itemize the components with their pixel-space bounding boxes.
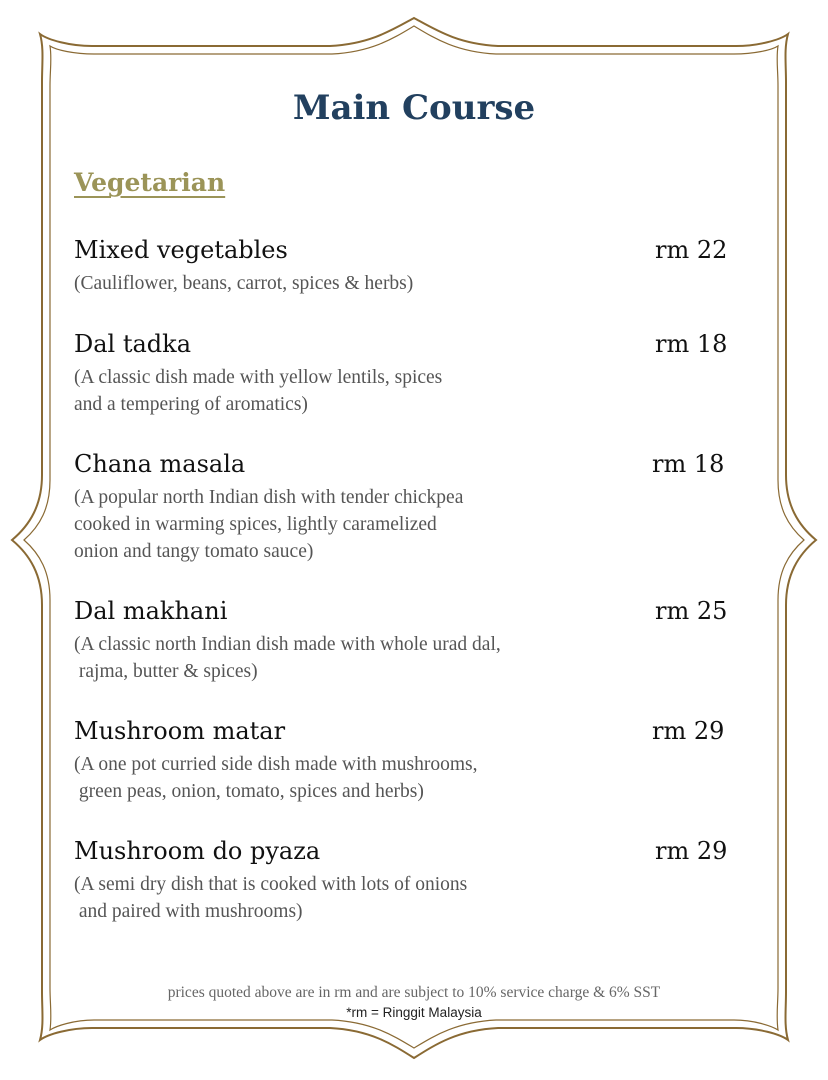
item-price: rm 22: [655, 236, 728, 264]
item-price: rm 29: [652, 717, 725, 745]
page-title: Main Course: [292, 88, 536, 128]
item-price: rm 18: [655, 330, 728, 358]
item-price: rm 25: [655, 597, 728, 625]
item-description: (Cauliflower, beans, carrot, spices & herbs): [74, 273, 414, 294]
item-price: rm 18: [652, 450, 725, 478]
pricing-note: prices quoted above are in rm and are subject to 10% service charge & 6% SST: [167, 984, 661, 1001]
item-description: (A popular north Indian dish with tender chickpea cooked in warming spices, lightly caramelized onion and tangy tomato sauce): [74, 487, 464, 562]
item-name: Mushroom matar: [74, 717, 286, 745]
item-name: Mushroom do pyaza: [74, 837, 321, 865]
item-description: (A one pot curried side dish made with mushrooms, green peas, onion, tomato, spices and herbs): [74, 754, 478, 802]
item-name: Chana masala: [74, 450, 246, 478]
currency-footnote: *rm = Ringgit Malaysia: [346, 1005, 482, 1020]
item-price: rm 29: [655, 837, 728, 865]
item-description: (A classic dish made with yellow lentils, spices and a tempering of aromatics): [74, 367, 443, 415]
item-description: (A classic north Indian dish made with whole urad dal, rajma, butter & spices): [74, 634, 501, 682]
section-heading-vegetarian: Vegetarian: [74, 168, 226, 197]
item-name: Mixed vegetables: [74, 236, 288, 264]
item-name: Dal makhani: [74, 597, 228, 625]
item-name: Dal tadka: [74, 330, 192, 358]
item-description: (A semi dry dish that is cooked with lots of onions and paired with mushrooms): [74, 874, 468, 922]
